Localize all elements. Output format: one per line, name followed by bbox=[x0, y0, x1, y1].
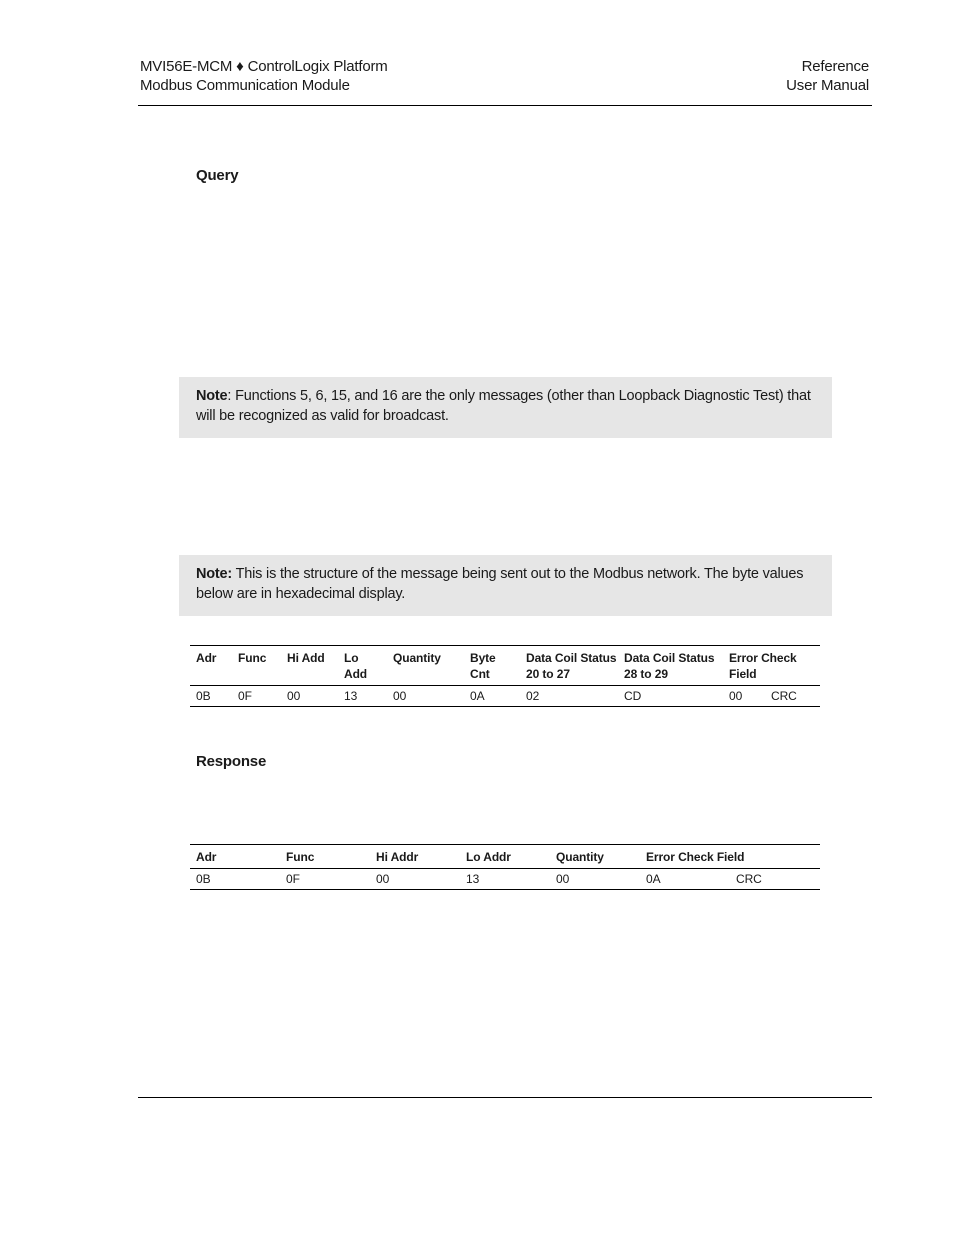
column-header: Adr bbox=[196, 651, 217, 665]
response-message-table bbox=[190, 844, 820, 890]
table-row bbox=[190, 686, 820, 707]
table-cell: 0A bbox=[646, 872, 661, 886]
column-header: Error Check Field bbox=[729, 651, 797, 681]
column-header: Func bbox=[238, 651, 267, 665]
column-header: Lo Addr bbox=[466, 850, 511, 864]
column-header: Quantity bbox=[393, 651, 441, 665]
column-header: Adr bbox=[196, 850, 217, 864]
table-cell: 0B bbox=[196, 872, 211, 886]
footer-rule bbox=[138, 1097, 872, 1098]
table-header-row bbox=[190, 646, 820, 686]
table-row bbox=[190, 869, 820, 890]
note-text: : Functions 5, 6, 15, and 16 are the only messages (other than Loopback Diagnostic Test) that will be recognized as valid for broadcast. bbox=[196, 388, 811, 424]
column-header: Data Coil Status 20 to 27 bbox=[526, 651, 617, 681]
response-heading: Response bbox=[196, 753, 267, 770]
header-section-name: Reference bbox=[801, 58, 869, 75]
header-rule bbox=[138, 105, 872, 106]
query-message-table bbox=[190, 645, 820, 707]
table-cell: 0A bbox=[470, 689, 485, 703]
note-structure bbox=[179, 555, 832, 616]
column-header: Func bbox=[286, 850, 315, 864]
table-cell: 13 bbox=[344, 689, 358, 703]
table-cell: 00 bbox=[393, 689, 407, 703]
table-cell: 0F bbox=[286, 872, 300, 886]
table-cell: CRC bbox=[771, 689, 797, 703]
column-header: Data Coil Status 28 to 29 bbox=[624, 651, 715, 681]
column-header: Lo Add bbox=[344, 651, 368, 681]
note-text: This is the structure of the message being sent out to the Modbus network. The byte values below are in hexadecimal display. bbox=[196, 566, 804, 602]
column-header: Hi Addr bbox=[376, 850, 419, 864]
table-cell: 00 bbox=[556, 872, 570, 886]
table-cell: 02 bbox=[526, 689, 540, 703]
note-broadcast bbox=[179, 377, 832, 438]
table-header-row bbox=[190, 845, 820, 869]
query-heading: Query bbox=[196, 167, 239, 184]
header-product-title: MVI56E-MCM ♦ ControlLogix Platform bbox=[140, 58, 388, 75]
table-cell: CD bbox=[624, 689, 642, 703]
column-header: Hi Add bbox=[287, 651, 325, 665]
table-cell: 00 bbox=[287, 689, 301, 703]
table-cell: 00 bbox=[376, 872, 390, 886]
table-cell: 0F bbox=[238, 689, 252, 703]
column-header: Quantity bbox=[556, 850, 604, 864]
table-cell: CRC bbox=[736, 872, 762, 886]
column-header: Byte Cnt bbox=[470, 651, 496, 681]
column-header: Error Check Field bbox=[646, 850, 745, 864]
note-label: Note bbox=[196, 388, 228, 404]
header-product-subtitle: Modbus Communication Module bbox=[140, 77, 350, 94]
note-label: Note: bbox=[196, 566, 233, 582]
running-header-left bbox=[140, 57, 388, 95]
table-cell: 00 bbox=[729, 689, 743, 703]
table-cell: 0B bbox=[196, 689, 211, 703]
table-cell: 13 bbox=[466, 872, 480, 886]
running-header-right bbox=[786, 57, 869, 95]
header-doc-type: User Manual bbox=[786, 77, 869, 94]
